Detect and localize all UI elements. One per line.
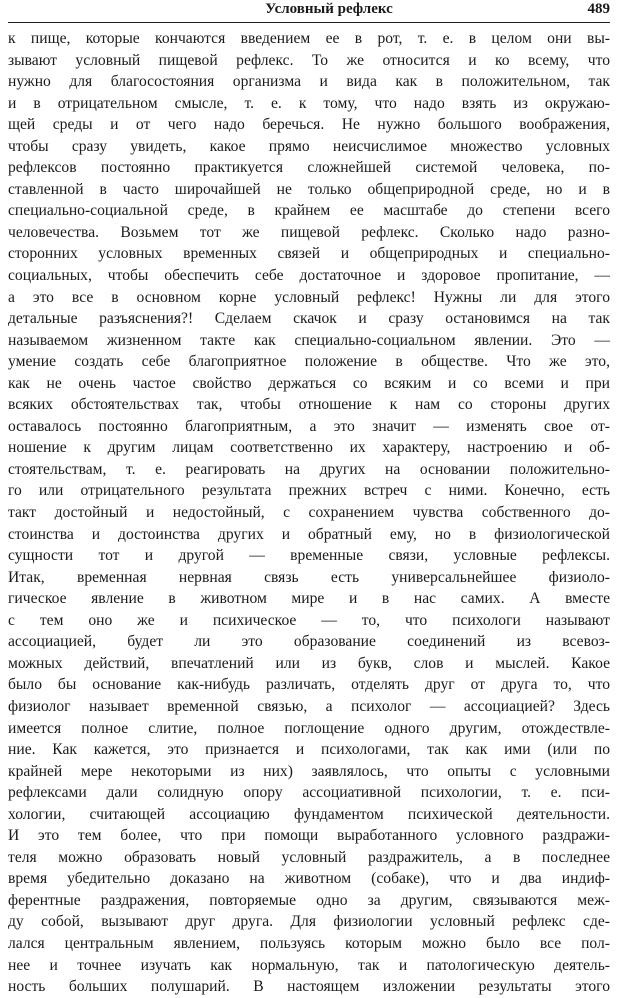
text-line: сущности тот и другой — временные связи, условные рефлексы.	[8, 547, 610, 565]
text-line: ность больших полушарий. В настоящем изложении результаты этого	[8, 978, 610, 996]
text-line: лался центральным явлением, пользуясь которым можно было все пол-	[8, 934, 610, 952]
text-line: И это тем более, что при помощи выработанного условного раздражи-	[8, 827, 610, 845]
text-line: человечества. Возьмем тот же пищевой рефлекс. Сколько надо разно-	[8, 223, 610, 241]
text-line: крайней мере некоторыми из них) заявлялось, что опыты с условными	[8, 762, 610, 780]
text-line: чтобы сразу увидеть, какое прямо неисчислимое множество условных	[8, 137, 610, 155]
text-line: сторонних условных временных связей и общеприродных и специально-	[8, 245, 610, 263]
text-line: время убедительно доказано на животном (собаке), что и два индиф-	[8, 870, 610, 888]
text-line: теля можно образовать новый условный раздражитель, а в последнее	[8, 848, 610, 866]
text-line: ферентные раздражения, повторяемые одно за другим, связываются меж-	[8, 891, 610, 909]
text-line: гическое явление в животном мире и в нас самих. А вместе	[8, 590, 610, 608]
text-line: а это все в основном корне условный рефлекс! Нужны ли для этого	[8, 288, 610, 306]
text-line: стоинства и достоинства других и обратный ему, но в физиологической	[8, 525, 610, 543]
text-line: хологии, считающей ассоциацию фундаментом психической деятельности.	[8, 805, 610, 823]
text-line: щей среды и от чего надо беречься. Не нужно большого воображения,	[8, 116, 610, 134]
chapter-title: Условный рефлекс	[265, 1, 393, 17]
text-line: было бы основание как-нибудь различать, отделять друг от друга то, что	[8, 676, 610, 694]
header-rule	[8, 22, 610, 23]
text-line: ду собой, вызывают друг друга. Для физиологии условный рефлекс сде-	[8, 913, 610, 931]
text-line: с тем оно же и психическое — то, что психологи называют	[8, 611, 610, 629]
page-number: 489	[587, 1, 610, 17]
text-line: зывают условный пищевой рефлекс. То же относится и ко всему, что	[8, 51, 610, 69]
text-line: нужно для благосостояния организма и вида как в положительном, так	[8, 73, 610, 91]
text-line: ние. Как кажется, это признается и психологами, так как ими (или по	[8, 741, 610, 759]
text-line: к пище, которые кончаются введением ее в рот, т. е. в целом они вы-	[8, 30, 610, 47]
text-line: оставалось постоянно благоприятным, а это значит — изменять свое от-	[8, 417, 610, 435]
text-line: и в отрицательном смысле, т. е. к тому, что надо взять из окружаю-	[8, 94, 610, 112]
text-line: стоятельствам, т. е. реагировать на других на основании положительно-	[8, 460, 610, 478]
text-line: специально-социальной среде, в крайнем ее масштабе до степени всего	[8, 202, 610, 220]
text-line: ассоциацией, будет ли это образование соединений из всевоз-	[8, 633, 610, 651]
text-line: можных действий, впечатлений или из букв, слов и мыслей. Какое	[8, 654, 610, 672]
text-line: социальных, чтобы обеспечить себе достаточное и здоровое пропитание, —	[8, 267, 610, 285]
body-text	[8, 28, 610, 998]
text-line: такт достойный и недостойный, с сохранением чувства собственного до-	[8, 504, 610, 522]
text-line: имеется полное слитие, полное поглощение одного другим, отождествле-	[8, 719, 610, 737]
text-line: ношение к другим лицам соответственно их характеру, настроению и об-	[8, 439, 610, 457]
text-line: нее и точнее изучать как нормальную, так и патологическую деятель-	[8, 956, 610, 974]
text-line: физиолог называет временной связью, а психолог — ассоциацией? Здесь	[8, 697, 610, 715]
text-line: умение создать себе благоприятное положение в обществе. Что же это,	[8, 353, 610, 371]
text-line: как не очень частое свойство держаться со всяким и со всеми и при	[8, 374, 610, 392]
text-line: ставленной в часто широчайшей не только общеприродной среде, но и в	[8, 180, 610, 198]
text-line: детальные разъяснения?! Сделаем скачок и сразу остановимся на так	[8, 310, 610, 328]
text-line: рефлексами дали солидную опору ассоциативной психологии, т. е. пси-	[8, 784, 610, 802]
text-line: Итак, временная нервная связь есть универсальнейшее физиоло-	[8, 568, 610, 586]
text-line: называемом жизненном такте как специально-социальном явлении. Это —	[8, 331, 610, 349]
text-line: рефлексов постоянно практикуется сложнейшей системой человека, по-	[8, 159, 610, 177]
text-line: го или отрицательного результата прежних встреч с ними. Конечно, есть	[8, 482, 610, 500]
text-line: всяких обстоятельствах так, чтобы отношение к нам со стороны других	[8, 396, 610, 414]
running-header	[8, 0, 610, 24]
